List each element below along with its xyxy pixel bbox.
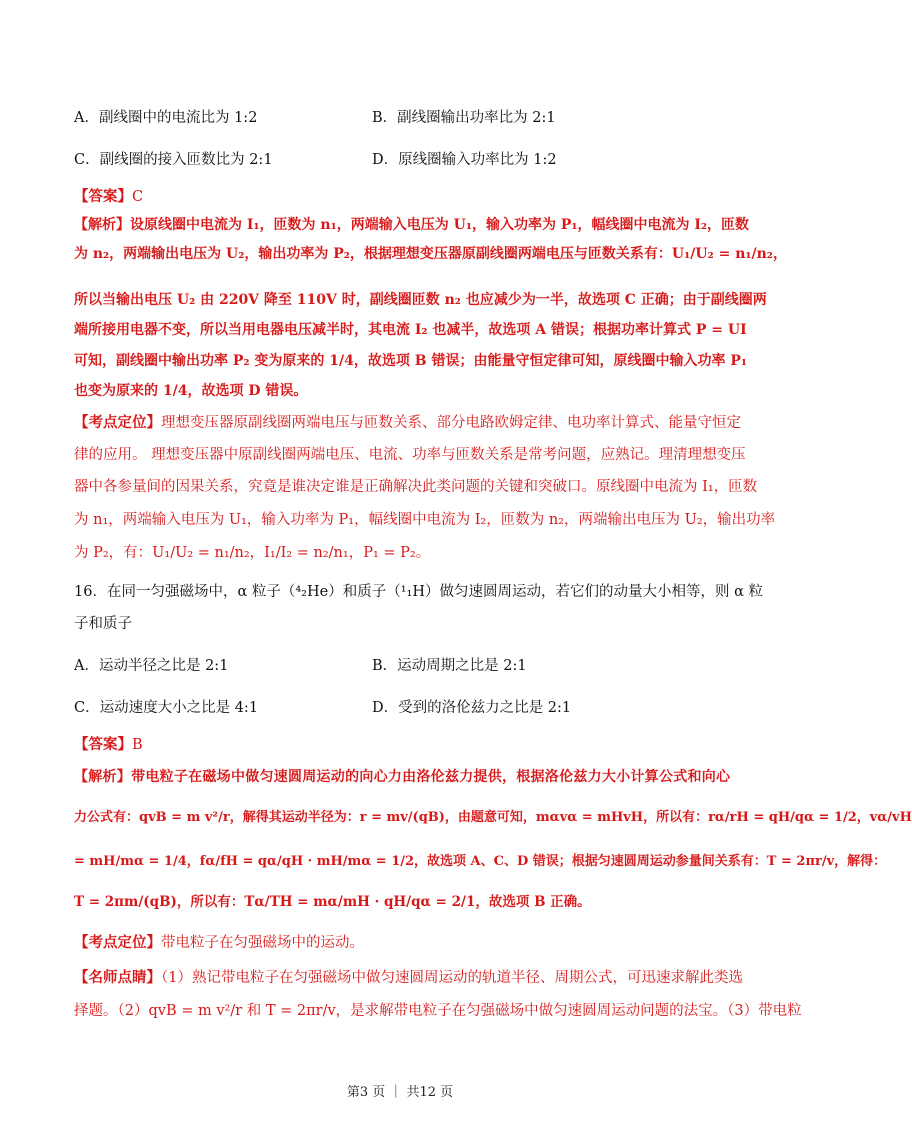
q16-point: 【考点定位】带电粒子在匀强磁场中的运动。 bbox=[74, 934, 364, 951]
q16-option-d: D．受到的洛伦兹力之比是 2:1 bbox=[372, 700, 572, 716]
q15-option-a: A．副线圈中的电流比为 1:2 bbox=[74, 110, 258, 126]
point-tag: 【考点定位】 bbox=[74, 934, 161, 951]
q16-analysis-line-1: 【解析】带电粒子在磁场中做匀速圆周运动的向心力由洛伦兹力提供，根据洛伦兹力大小计算公式和向心 bbox=[74, 769, 731, 785]
answer-value: B bbox=[132, 737, 143, 753]
q16-analysis-line-4: T = 2πm/(qB)，所以有：Tα/TH = mα/mH · qH/qα = 2/1，故选项 B 正确。 bbox=[74, 894, 591, 910]
q16-option-b: B．运动周期之比是 2:1 bbox=[372, 658, 527, 674]
answer-value: C bbox=[132, 189, 144, 205]
q15-analysis-line-3: 所以当输出电压 U₂ 由 220V 降至 110V 时，副线圈匝数 n₂ 也应减少为一半，故选项 C 正确；由于副线圈两 bbox=[74, 292, 767, 308]
tip-tag: 【名师点睛】 bbox=[74, 969, 161, 986]
q16-tip-line-1: 【名师点睛】（1）熟记带电粒子在匀强磁场中做匀速圆周运动的轨道半径、周期公式，可迅速求解此类选 bbox=[74, 969, 743, 986]
answer-tag: 【答案】 bbox=[74, 736, 132, 753]
q16-stem-line-1: 16．在同一匀强磁场中，α 粒子（⁴₂He）和质子（¹₁H）做匀速圆周运动，若它们的动量大小相等，则 α 粒 bbox=[74, 584, 763, 600]
q15-option-d: D．原线圈输入功率比为 1:2 bbox=[372, 152, 557, 168]
q15-answer bbox=[74, 187, 730, 207]
analysis-tag: 【解析】 bbox=[74, 769, 132, 785]
q15-analysis-line-6: 也变为原来的 1/4，故选项 D 错误。 bbox=[74, 383, 308, 399]
q16-tip-line-2: 择题。（2）qvB = m v²/r 和 T = 2πr/v，是求解带电粒子在匀强磁场中做匀速圆周运动问题的法宝。（3）带电粒 bbox=[74, 1003, 802, 1019]
point-tag: 【考点定位】 bbox=[74, 414, 161, 431]
answer-tag: 【答案】 bbox=[74, 188, 132, 205]
q15-option-c: C．副线圈的接入匝数比为 2:1 bbox=[74, 152, 273, 168]
q15-analysis-line-2: 为 n₂，两端输出电压为 U₂，输出功率为 P₂，根据理想变压器原副线圈两端电压与匝数关系有：U₁/U₂ = n₁/n₂， bbox=[74, 246, 787, 262]
q15-point-line-3: 器中各参量间的因果关系，究竟是谁决定谁是正确解决此类问题的关键和突破口。原线圈中电流为 I₁，匝数 bbox=[74, 479, 758, 495]
q15-point-line-5: 为 P₂，有：U₁/U₂ = n₁/n₂，I₁/I₂ = n₂/n₁，P₁ = P₂。 bbox=[74, 545, 431, 561]
q16-analysis-line-2: 力公式有：qvB = m v²/r，解得其运动半径为：r = mv/(qB)，由题意可知，mαvα = mHvH，所以有：rα/rH = qH/qα = 1/2，vα/vH bbox=[74, 810, 912, 825]
q15-point-line-1: 【考点定位】理想变压器原副线圈两端电压与匝数关系、部分电路欧姆定律、电功率计算式、能量守恒定 bbox=[74, 414, 741, 431]
q16-option-c: C．运动速度大小之比是 4:1 bbox=[74, 700, 259, 716]
q15-analysis-line-1: 【解析】设原线圈中电流为 I₁，匝数为 n₁，两端输入电压为 U₁，输入功率为 P₁，幅线圈中电流为 I₂，匝数 bbox=[74, 217, 750, 233]
q15-analysis-line-5: 可知，副线圈中输出功率 P₂ 变为原来的 1/4，故选项 B 错误；由能量守恒定律可知，原线圈中输入功率 P₁ bbox=[74, 353, 747, 369]
q16-answer bbox=[74, 735, 730, 755]
page-footer: 第3 页 ｜ 共12 页 bbox=[346, 1085, 454, 1100]
analysis-tag: 【解析】 bbox=[74, 217, 130, 233]
q15-analysis-line-4: 端所接用电器不变，所以当用电器电压减半时，其电流 I₂ 也减半，故选项 A 错误；根据功率计算式 P = UI bbox=[74, 322, 747, 338]
q16-stem-line-2: 子和质子 bbox=[74, 616, 132, 632]
q16-option-a: A．运动半径之比是 2:1 bbox=[74, 658, 229, 674]
q15-point-line-2: 律的应用。 理想变压器中原副线圈两端电压、电流、功率与匝数关系是常考问题，应熟记。理清理想变压 bbox=[74, 447, 746, 463]
q16-analysis-line-3: = mH/mα = 1/4，fα/fH = qα/qH · mH/mα = 1/2，故选项 A、C、D 错误；根据匀速圆周运动参量间关系有：T = 2πr/v，解得： bbox=[74, 854, 887, 869]
q15-option-b: B．副线圈输出功率比为 2:1 bbox=[372, 110, 556, 126]
q15-point-line-4: 为 n₁，两端输入电压为 U₁，输入功率为 P₁，幅线圈中电流为 I₂，匝数为 n₂，两端输出电压为 U₂，输出功率 bbox=[74, 512, 776, 528]
